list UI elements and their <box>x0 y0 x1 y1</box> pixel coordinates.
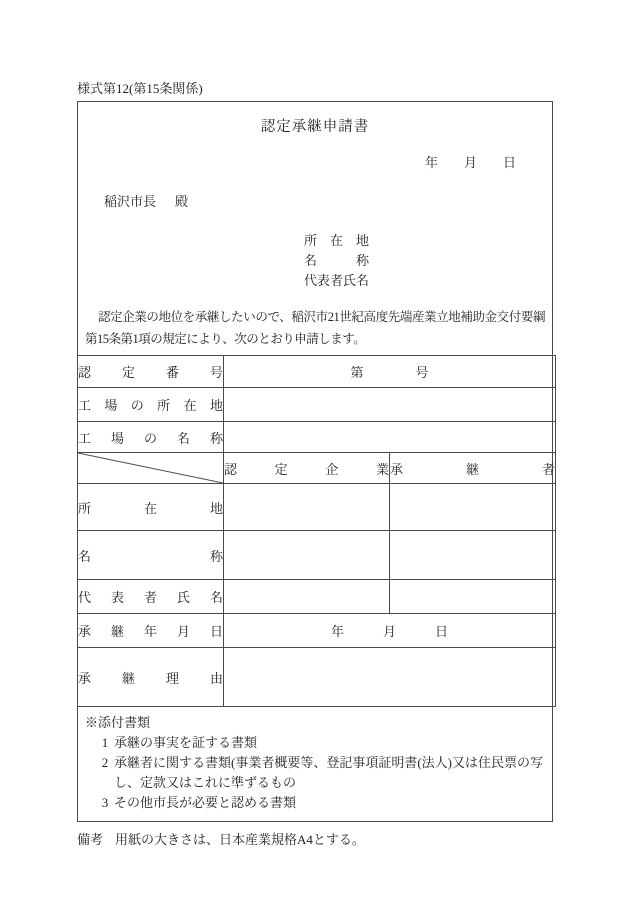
addressee-name: 稲沢市長 <box>104 194 157 209</box>
factory-name-value-cell <box>224 422 556 453</box>
table-row-name <box>78 531 556 580</box>
addressee-line <box>78 191 552 210</box>
table-row-succession-date <box>78 614 556 648</box>
date-line: 年 月 日 <box>424 155 516 170</box>
representative-successor-cell <box>390 580 556 614</box>
applicant-block <box>304 231 552 291</box>
certified-company-header: 認 定 企 業 <box>224 461 389 477</box>
attachments-heading: ※添付書類 <box>85 715 151 730</box>
successor-header-cell <box>390 453 556 484</box>
table-row-cert-number <box>78 356 556 388</box>
attachments-section <box>78 707 552 821</box>
succession-date-label-cell <box>78 614 224 648</box>
attachment-item-1 <box>85 733 544 753</box>
successor-header: 承 継 者 <box>390 461 556 477</box>
factory-address-value-cell <box>224 388 556 422</box>
succession-date-label: 承 継 年 月 日 <box>78 624 223 639</box>
address-successor-cell <box>390 484 556 531</box>
name-label-cell <box>78 531 224 580</box>
attachment-item-3-text: その他市長が必要と認める書類 <box>114 795 297 810</box>
cert-number-label-cell <box>78 356 224 388</box>
succession-date-value-cell: 年 月 日 <box>224 614 556 648</box>
table-row-address <box>78 484 556 531</box>
body-paragraph: 認定企業の地位を承継したいので、稲沢市21世紀高度先端産業立地補助金交付要綱第15条第1項の規定により、次のとおり申請します。 <box>85 310 545 346</box>
representative-certified-cell <box>224 580 390 614</box>
address-label-cell <box>78 484 224 531</box>
attachment-item-2 <box>85 753 544 793</box>
table-row-factory-name <box>78 422 556 453</box>
address-label: 所 在 地 <box>78 500 223 516</box>
table-row-succession-reason <box>78 648 556 707</box>
applicant-name-label: 名 称 <box>304 253 370 268</box>
name-successor-cell <box>390 531 556 580</box>
application-form-box <box>77 101 556 822</box>
representative-label: 代 表 者 氏 名 <box>78 590 223 605</box>
representative-label-cell <box>78 580 224 614</box>
remarks-text: 用紙の大きさは、日本産業規格A4とする。 <box>115 832 365 847</box>
factory-address-label: 工 場 の 所 在 地 <box>78 398 223 413</box>
form-title: 認定承継申請書 <box>260 119 370 135</box>
attachment-item-1-text: 承継の事実を証する書類 <box>114 735 258 750</box>
attachment-item-3-number: 3 <box>101 795 109 810</box>
form-number: 様式第12(第15条関係) <box>77 81 203 96</box>
succession-reason-label: 承 継 理 由 <box>78 670 223 686</box>
application-table <box>77 355 556 707</box>
attachment-item-2-text: 承継者に関する書類(事業者概要等、登記事項証明書(法人)又は住民票の写し、定款又はこれに準ずるもの <box>114 755 543 790</box>
cert-number-value-cell: 第 号 <box>224 356 556 388</box>
attachment-item-2-number: 2 <box>101 755 109 770</box>
address-certified-cell <box>224 484 390 531</box>
cert-number-label: 認 定 番 号 <box>78 365 223 380</box>
applicant-representative-label: 代表者氏名 <box>304 273 370 288</box>
diagonal-header-cell <box>78 453 224 484</box>
attachment-item-3 <box>85 793 544 813</box>
name-label: 名 称 <box>78 548 223 564</box>
factory-address-label-cell <box>78 388 224 422</box>
succession-reason-value-cell <box>224 648 556 707</box>
factory-name-label-cell <box>78 422 224 453</box>
table-row-factory-address <box>78 388 556 422</box>
attachment-item-1-number: 1 <box>101 735 109 750</box>
certified-company-header-cell <box>224 453 390 484</box>
applicant-address-label: 所 在 地 <box>304 233 370 248</box>
table-row-representative <box>78 580 556 614</box>
succession-reason-label-cell <box>78 648 224 707</box>
remarks-label: 備考 <box>77 832 104 847</box>
table-row-column-headers <box>78 453 556 484</box>
name-certified-cell <box>224 531 390 580</box>
diagonal-line <box>78 453 223 483</box>
remarks-line <box>77 829 553 848</box>
factory-name-label: 工 場 の 名 称 <box>78 430 223 446</box>
addressee-honorific: 殿 <box>175 194 189 209</box>
